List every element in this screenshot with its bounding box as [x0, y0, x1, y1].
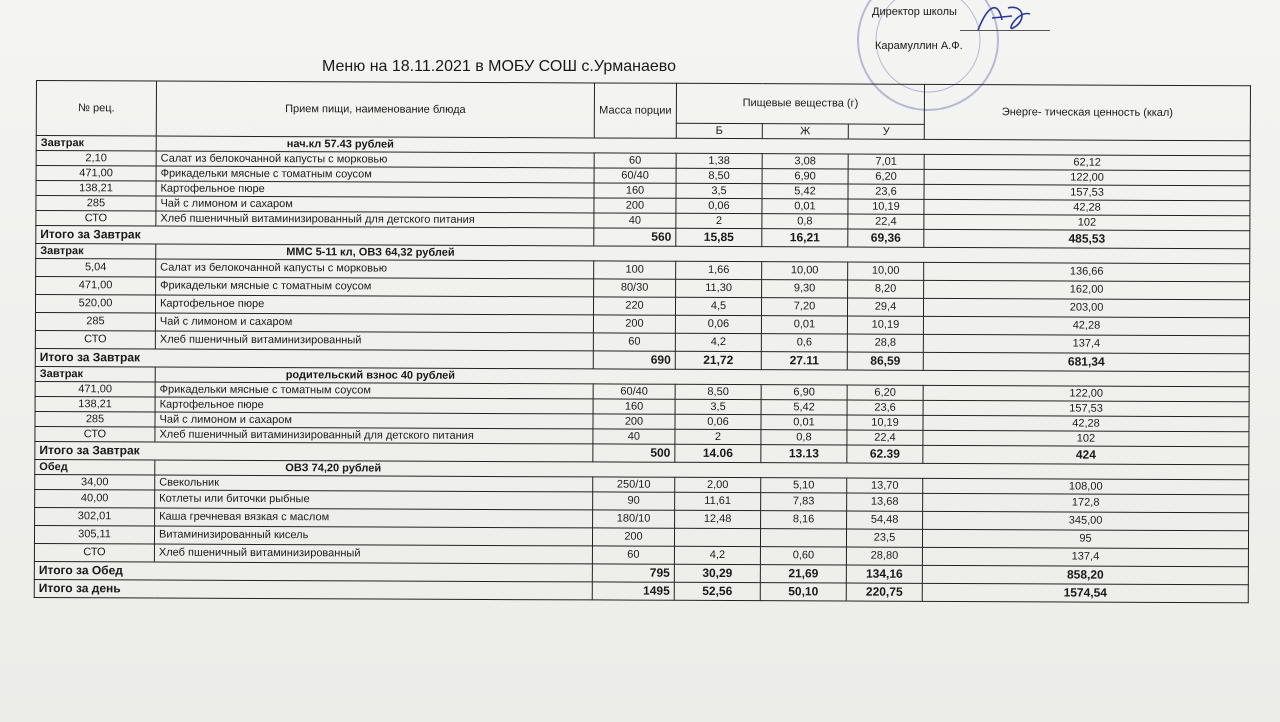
recipe-number: 5,04: [36, 259, 156, 278]
carb-value: 28,8: [847, 334, 923, 352]
portion-mass: 200: [592, 528, 674, 546]
carb-value: 7,01: [848, 154, 924, 169]
fat-value: 0,60: [760, 547, 846, 565]
dish-name: Свекольник: [155, 475, 593, 492]
total-mass: 500: [593, 444, 675, 462]
recipe-number: 285: [36, 196, 156, 212]
carb-value: 22,4: [847, 430, 923, 445]
portion-mass: 100: [594, 261, 676, 279]
energy-value: 42,28: [923, 415, 1249, 431]
protein-value: 2: [676, 213, 762, 228]
total-carb: 134,16: [846, 565, 922, 583]
energy-value: 203,00: [924, 298, 1250, 317]
dish-name: Каша гречневая вязкая с маслом: [155, 508, 593, 528]
energy-value: 136,66: [924, 262, 1250, 281]
fat-value: 5,42: [761, 400, 847, 415]
recipe-number: 471,00: [35, 381, 155, 397]
carb-value: 10,19: [847, 316, 923, 334]
protein-value: 1,38: [676, 153, 762, 168]
recipe-number: 471,00: [36, 277, 156, 296]
portion-mass: 90: [593, 492, 675, 510]
fat-value: 6,90: [761, 385, 847, 400]
energy-value: 122,00: [924, 169, 1250, 185]
fat-value: [760, 529, 846, 547]
fat-value: 7,83: [761, 493, 847, 511]
protein-value: 8,50: [675, 384, 761, 399]
fat-value: 0,01: [761, 316, 847, 334]
portion-mass: 60: [592, 546, 674, 564]
recipe-number: 305,11: [34, 525, 154, 544]
total-energy: 424: [923, 445, 1249, 464]
dish-name: Хлеб пшеничный витаминизированный для детского питания: [156, 211, 594, 228]
page-title: Меню на 18.11.2021 в МОБУ СОШ с.Урманаево: [322, 58, 676, 75]
protein-value: 2,00: [675, 477, 761, 492]
energy-value: 42,28: [924, 199, 1250, 215]
col-b-header: Б: [676, 123, 762, 138]
recipe-number: 520,00: [35, 295, 155, 314]
energy-value: 157,53: [924, 184, 1250, 200]
director-name: Карамуллин А.Ф.: [875, 40, 963, 52]
protein-value: 11,30: [676, 279, 762, 297]
col-rec-header: № рец.: [36, 81, 156, 137]
total-label: Итого за Завтрак: [35, 348, 593, 368]
total-label: Итого за Завтрак: [35, 441, 593, 461]
fat-value: 7,20: [761, 298, 847, 316]
recipe-number: 302,01: [35, 507, 155, 526]
fat-value: 10,00: [762, 262, 848, 280]
fat-value: 3,08: [762, 154, 848, 169]
carb-value: 23,6: [848, 184, 924, 199]
recipe-number: 40,00: [35, 489, 155, 508]
recipe-number: 2,10: [36, 151, 156, 167]
fat-value: 0,8: [761, 430, 847, 445]
carb-value: 22,4: [848, 214, 924, 229]
meal-name: Завтрак: [36, 244, 156, 260]
portion-mass: 250/10: [593, 477, 675, 492]
total-protein: 21,72: [675, 351, 761, 369]
carb-value: 6,20: [847, 385, 923, 400]
total-carb: 86,59: [847, 352, 923, 370]
menu-table: [34, 80, 1251, 603]
energy-value: 102: [923, 430, 1249, 446]
energy-value: 42,28: [923, 316, 1249, 335]
protein-value: 8,50: [676, 168, 762, 183]
day-total-protein: 52,56: [674, 582, 760, 600]
carb-value: 6,20: [848, 169, 924, 184]
protein-value: 11,61: [675, 492, 761, 510]
carb-value: 23,5: [846, 529, 922, 547]
fat-value: 0,6: [761, 334, 847, 352]
col-u-header: У: [848, 124, 924, 139]
recipe-number: 34,00: [35, 474, 155, 490]
dish-name: Картофельное пюре: [155, 397, 593, 414]
fat-value: 8,16: [761, 511, 847, 529]
energy-value: 345,00: [923, 511, 1249, 530]
protein-value: 0,06: [675, 315, 761, 333]
carb-value: 28,80: [846, 547, 922, 565]
director-signature: [968, 0, 1038, 34]
dish-name: Хлеб пшеничный витаминизированный для детского питания: [155, 427, 593, 444]
day-total-carb: 220,75: [846, 583, 922, 601]
dish-name: Фрикадельки мясные с томатным соусом: [156, 166, 594, 183]
col-mass-header: Масса порции: [594, 83, 676, 138]
recipe-number: СТО: [35, 426, 155, 442]
carb-value: 10,00: [848, 262, 924, 280]
portion-mass: 40: [593, 429, 675, 444]
portion-mass: 160: [593, 399, 675, 414]
recipe-number: СТО: [36, 211, 156, 227]
total-fat: 16,21: [762, 229, 848, 247]
total-fat: 13.13: [761, 445, 847, 463]
protein-value: 0,06: [676, 198, 762, 213]
recipe-number: 285: [35, 312, 155, 331]
protein-value: 4,5: [675, 297, 761, 315]
carb-value: 10,19: [848, 199, 924, 214]
section-label: родительский взнос 40 рублей: [155, 367, 1249, 387]
protein-value: 4,2: [675, 333, 761, 351]
day-total-mass: 1495: [592, 582, 674, 600]
meal-name: Обед: [35, 459, 155, 475]
total-energy: 681,34: [923, 352, 1249, 371]
dish-name: Фрикадельки мясные с томатным соусом: [155, 382, 593, 399]
energy-value: 62,12: [924, 154, 1250, 170]
day-total-label: Итого за день: [34, 579, 592, 599]
total-protein: 15,85: [676, 228, 762, 246]
portion-mass: 60/40: [594, 168, 676, 183]
signature-line: [960, 30, 1050, 31]
total-protein: 30,29: [674, 564, 760, 582]
col-dish-header: Прием пищи, наименование блюда: [156, 81, 594, 138]
total-protein: 14.06: [675, 444, 761, 462]
recipe-number: 138,21: [36, 181, 156, 197]
portion-mass: 220: [593, 297, 675, 315]
total-mass: 560: [594, 228, 676, 246]
dish-name: Витаминизированный кисель: [154, 526, 592, 546]
fat-value: 5,10: [761, 478, 847, 493]
total-fat: 21,69: [760, 565, 846, 583]
col-energy-header: Энерге- тическая ценность (ккал): [924, 84, 1250, 140]
col-nutrients-header: Пищевые вещества (г): [676, 83, 924, 124]
fat-value: 0,8: [762, 214, 848, 229]
energy-value: 172,8: [923, 493, 1249, 512]
total-mass: 690: [593, 351, 675, 369]
section-label: ОВЗ 74,20 рублей: [155, 460, 1249, 480]
portion-mass: 60: [594, 153, 676, 168]
total-fat: 27.11: [761, 352, 847, 370]
section-label: нач.кл 57.43 рублей: [156, 136, 1250, 156]
portion-mass: 200: [594, 198, 676, 213]
fat-value: 9,30: [762, 280, 848, 298]
protein-value: 3,5: [676, 183, 762, 198]
dish-name: Салат из белокочанной капусты с морковью: [156, 151, 594, 168]
recipe-number: 285: [35, 411, 155, 427]
total-carb: 69,36: [848, 229, 924, 247]
day-total-energy: 1574,54: [922, 583, 1248, 602]
recipe-number: 138,21: [35, 396, 155, 412]
protein-value: 12,48: [675, 510, 761, 528]
carb-value: 10,19: [847, 415, 923, 430]
carb-value: 23,6: [847, 400, 923, 415]
meal-name: Завтрак: [36, 136, 156, 152]
dish-name: Чай с лимоном и сахаром: [155, 412, 593, 429]
dish-name: Хлеб пшеничный витаминизированный: [155, 331, 593, 351]
dish-name: Картофельное пюре: [155, 295, 593, 315]
portion-mass: 200: [593, 414, 675, 429]
total-label: Итого за Обед: [34, 561, 592, 581]
protein-value: 4,2: [674, 546, 760, 564]
protein-value: 3,5: [675, 399, 761, 414]
carb-value: 54,48: [847, 511, 923, 529]
fat-value: 6,90: [762, 169, 848, 184]
carb-value: 8,20: [848, 280, 924, 298]
energy-value: 122,00: [923, 385, 1249, 401]
recipe-number: СТО: [35, 330, 155, 349]
energy-value: 157,53: [923, 400, 1249, 416]
portion-mass: 40: [594, 213, 676, 228]
dish-name: Фрикадельки мясные с томатным соусом: [156, 277, 594, 297]
dish-name: Салат из белокочанной капусты с морковью: [156, 259, 594, 279]
dish-name: Чай с лимоном и сахаром: [155, 313, 593, 333]
fat-value: 0,01: [762, 199, 848, 214]
dish-name: Картофельное пюре: [156, 181, 594, 198]
total-mass: 795: [592, 564, 674, 582]
day-total-fat: 50,10: [760, 583, 846, 601]
total-energy: 858,20: [922, 565, 1248, 584]
protein-value: 1,66: [676, 261, 762, 279]
energy-value: 102: [924, 214, 1250, 230]
section-label: ММС 5-11 кл, ОВЗ 64,32 рублей: [156, 244, 1250, 264]
fat-value: 0,01: [761, 415, 847, 430]
portion-mass: 60/40: [593, 384, 675, 399]
dish-name: Чай с лимоном и сахаром: [156, 196, 594, 213]
dish-name: Хлеб пшеничный витаминизированный: [154, 544, 592, 564]
fat-value: 5,42: [762, 184, 848, 199]
energy-value: 162,00: [924, 280, 1250, 299]
portion-mass: 60: [593, 333, 675, 351]
protein-value: 0,06: [675, 414, 761, 429]
protein-value: 2: [675, 429, 761, 444]
recipe-number: 471,00: [36, 166, 156, 182]
total-label: Итого за Завтрак: [36, 226, 594, 246]
portion-mass: 80/30: [594, 279, 676, 297]
col-zh-header: Ж: [762, 124, 848, 139]
carb-value: 13,68: [847, 493, 923, 511]
recipe-number: СТО: [34, 543, 154, 562]
total-energy: 485,53: [924, 229, 1250, 248]
portion-mass: 180/10: [593, 510, 675, 528]
meal-name: Завтрак: [35, 366, 155, 382]
portion-mass: 200: [593, 315, 675, 333]
director-title: Директор школы: [872, 6, 957, 18]
carb-value: 29,4: [847, 298, 923, 316]
energy-value: 137,4: [923, 334, 1249, 353]
carb-value: 13,70: [847, 478, 923, 493]
energy-value: 137,4: [922, 547, 1248, 566]
dish-name: Котлеты или биточки рыбные: [155, 490, 593, 510]
energy-value: 108,00: [923, 478, 1249, 494]
protein-value: [674, 528, 760, 546]
portion-mass: 160: [594, 183, 676, 198]
energy-value: 95: [923, 529, 1249, 548]
total-carb: 62.39: [847, 445, 923, 463]
